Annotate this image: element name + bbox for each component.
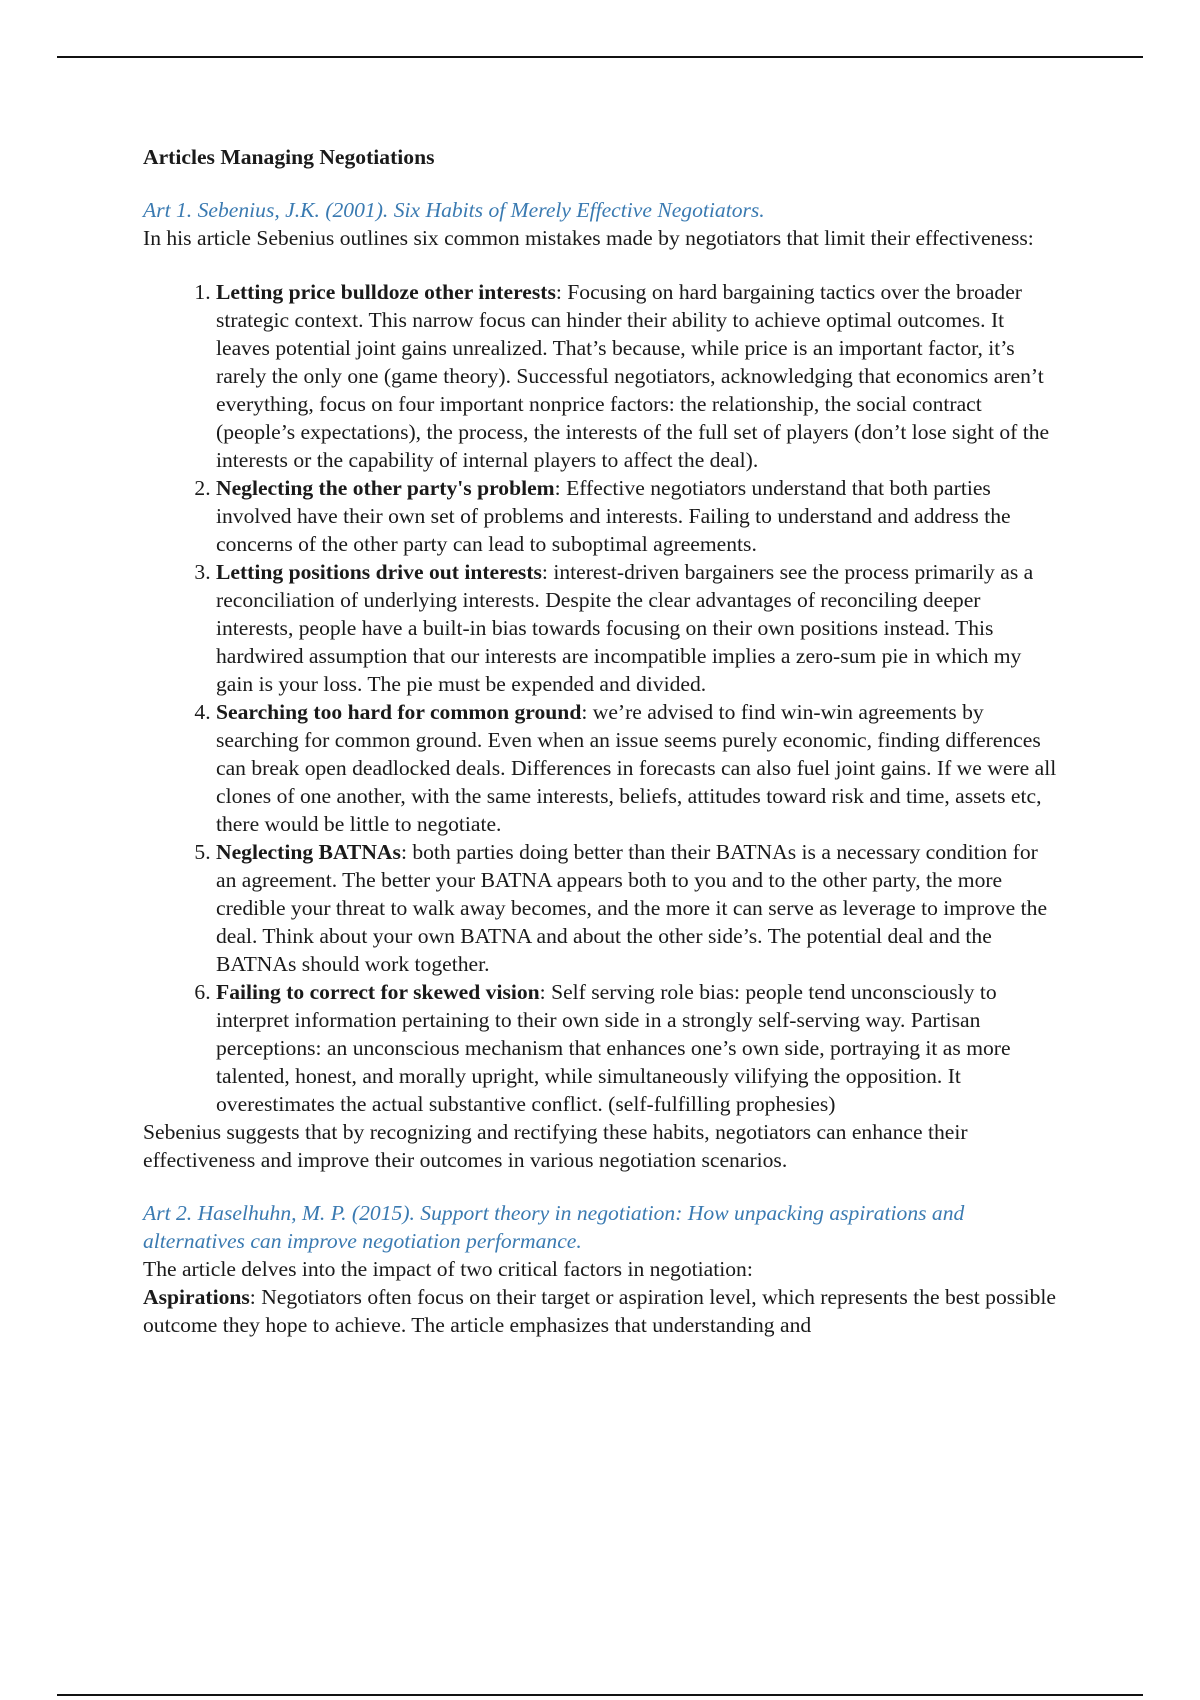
header-rule [57, 56, 1143, 58]
list-item [216, 838, 1063, 978]
habit-title: Neglecting BATNAs [216, 840, 401, 864]
habit-text: : Effective negotiators understand that both parties involved have their own set of problems and interests. Failing to understand and address the concerns of the other party can lead to suboptimal agreements. [216, 476, 1011, 556]
habit-title: Failing to correct for skewed vision [216, 980, 540, 1004]
habit-text: : Focusing on hard bargaining tactics over the broader strategic context. This narrow focus can hinder their ability to achieve optimal outcomes. It leaves potential joint gains unrealized. That’s because, while price is an important factor, it’s rarely the only one (game theory). Successful negotiators, acknowledging that economics aren’t everything, focus on four important nonprice factors: the relationship, the social contract (people’s expectations), the process, the interests of the full set of players (don’t lose sight of the interests or the capability of internal players to affect the deal). [216, 280, 1050, 472]
article-1-heading: Art 1. Sebenius, J.K. (2001). Six Habits of Merely Effective Negotiators. [143, 198, 765, 222]
list-item [216, 978, 1063, 1118]
article-1-conclusion: Sebenius suggests that by recognizing and rectifying these habits, negotiators can enhance their effectiveness and improve their outcomes in various negotiation scenarios. [143, 1120, 968, 1172]
habit-title: Neglecting the other party's problem [216, 476, 555, 500]
document-body [143, 143, 1063, 1339]
habit-text: : interest-driven bargainers see the process primarily as a reconciliation of underlying interests. Despite the clear advantages of reconciling deeper interests, people have a built-in bias towards focusing on their own positions instead. This hardwired assumption that our interests are incompatible implies a zero-sum pie in which my gain is your loss. The pie must be expended and divided. [216, 560, 1034, 696]
habit-text: : we’re advised to find win-win agreements by searching for common ground. Even when an issue seems purely economic, finding differences can break open deadlocked deals. Differences in forecasts can also fuel joint gains. If we were all clones of one another, with the same interests, beliefs, attitudes toward risk and time, assets etc, there would be little to negotiate. [216, 700, 1057, 836]
habit-title: Letting price bulldoze other interests [216, 280, 556, 304]
list-item [216, 474, 1063, 558]
habit-title: Letting positions drive out interests [216, 560, 542, 584]
aspirations-paragraph [143, 1283, 1063, 1339]
article-2-heading: Art 2. Haselhuhn, M. P. (2015). Support theory in negotiation: How unpacking aspirations and alternatives can improve negotiation performance. [143, 1201, 965, 1253]
article-1-intro: In his article Sebenius outlines six common mistakes made by negotiators that limit their effectiveness: [143, 226, 1034, 250]
article-2-intro: The article delves into the impact of two critical factors in negotiation: [143, 1257, 753, 1281]
habit-text: : Self serving role bias: people tend unconsciously to interpret information pertaining to their own side in a strongly self-serving way. Partisan perceptions: an unconscious mechanism that enhances one’s own side, portraying it as more talented, honest, and morally upright, while simultaneously vilifying the opposition. It overestimates the actual substantive conflict. (self-fulfilling prophesies) [216, 980, 1011, 1116]
habit-title: Searching too hard for common ground [216, 700, 582, 724]
aspirations-label: Aspirations [143, 1285, 250, 1309]
document-title: Articles Managing Negotiations [143, 145, 435, 169]
aspirations-text: : Negotiators often focus on their target or aspiration level, which represents the best possible outcome they hope to achieve. The article emphasizes that understanding and [143, 1285, 1056, 1337]
footer-rule [57, 1694, 1143, 1696]
habits-list [143, 278, 1063, 1118]
list-item [216, 558, 1063, 698]
list-item [216, 698, 1063, 838]
habit-text: : both parties doing better than their BATNAs is a necessary condition for an agreement. The better your BATNA appears both to you and to the other party, the more credible your threat to walk away becomes, and the more it can serve as leverage to improve the deal. Think about your own BATNA and about the other side’s. The potential deal and the BATNAs should work together. [216, 840, 1048, 976]
list-item [216, 278, 1063, 474]
